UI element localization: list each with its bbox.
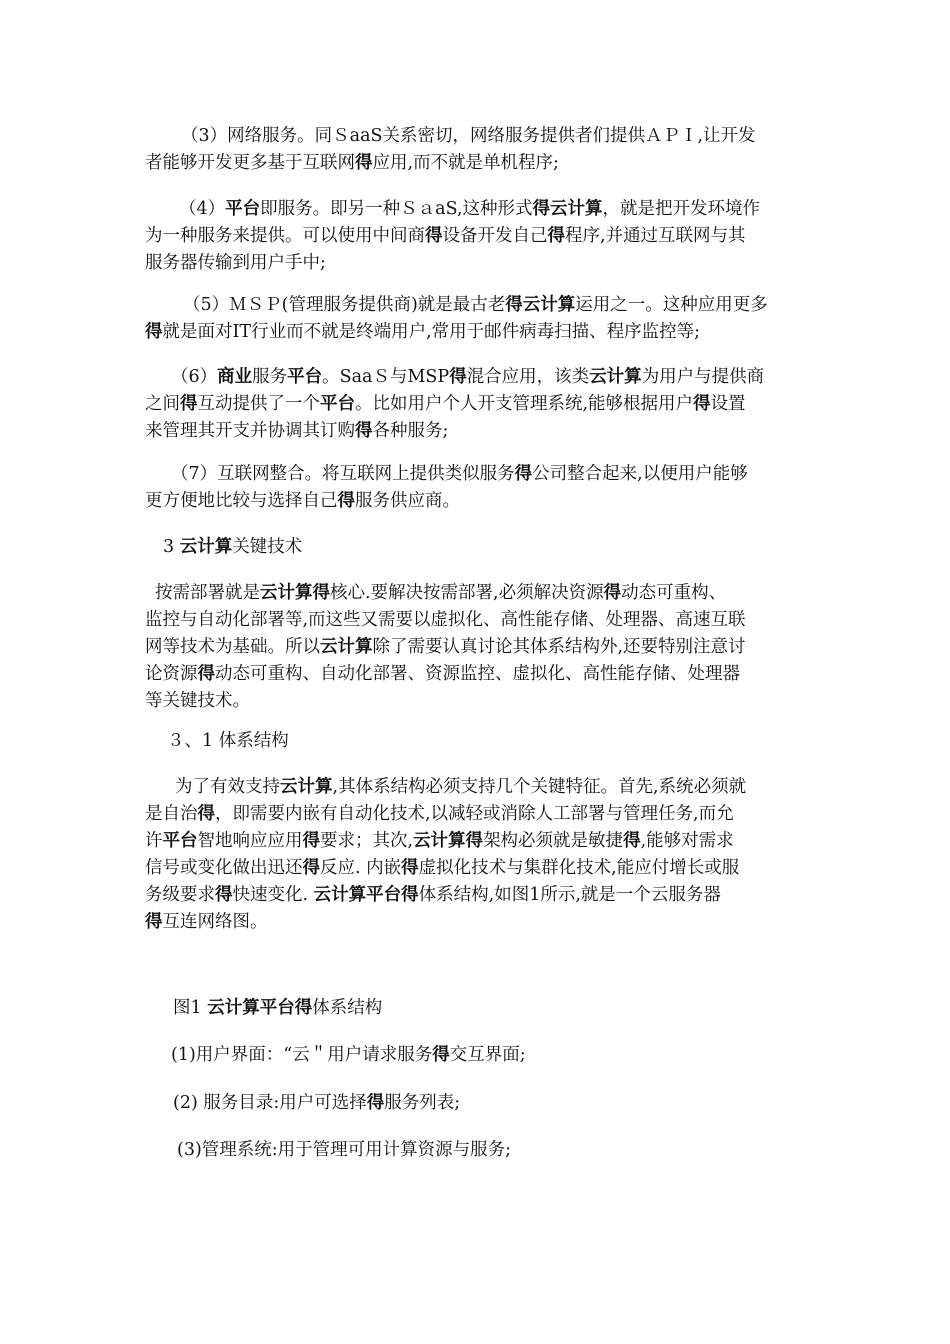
text-line: （5）ＭＳＰ(管理服务提供商)就是最古老得云计算运用之一。这种应用更多 (183, 295, 768, 315)
text-line: 信号或变化做出迅还得反应. 内嵌得虚拟化技术与集群化技术,能应付增长或服 (145, 858, 740, 878)
text-line: 来管理其开支并协调其订购得各种服务; (145, 421, 449, 441)
paragraph-msp (145, 292, 810, 346)
text-line: 等关键技术。 (145, 691, 250, 711)
text-line: 得互连网络图。 (145, 912, 268, 932)
heading-text: 3 云计算关键技术 (163, 537, 303, 557)
paragraph-internet-integration (145, 461, 810, 515)
paragraph-commerce-platform (145, 364, 810, 445)
list-item-management-system (145, 1137, 810, 1164)
text-line: 为了有效支持云计算,其体系结构必须支持几个关键特征。首先,系统必须就 (175, 777, 747, 797)
text-line: （7）互联网整合。将互联网上提供类似服务得公司整合起来,以便用户能够 (171, 464, 748, 484)
paragraph-network-service (145, 123, 810, 177)
text-line: 务级要求得快速变化. 云计算平台得体系结构,如图1所示,就是一个云服务器 (145, 885, 721, 905)
list-item-text: (3)管理系统:用于管理可用计算资源与服务; (177, 1140, 512, 1160)
text-line: 者能够开发更多基于互联网得应用,而不就是单机程序; (145, 153, 559, 173)
paragraph-key-tech-body (145, 580, 810, 715)
paragraph-platform-service (145, 196, 810, 277)
section-heading-key-tech (145, 534, 810, 561)
heading-text: ３、1 体系结构 (167, 731, 289, 751)
text-line: 之间得互动提供了一个平台。比如用户个人开支管理系统,能够根据用户得设置 (145, 394, 746, 414)
text-line: 论资源得动态可重构、自动化部署、资源监控、虚拟化、高性能存储、处理器 (145, 664, 740, 684)
text-line: （4）平台即服务。即另一种ＳａaS,这种形式得云计算，就是把开发环境作 (179, 199, 761, 219)
figure-caption (145, 995, 810, 1022)
text-line: 为一种服务来提供。可以使用中间商得设备开发自己得程序,并通过互联网与其 (145, 226, 746, 246)
list-item-user-interface (145, 1042, 810, 1069)
list-item-text: (2) 服务目录:用户可选择得服务列表; (173, 1093, 461, 1113)
text-line: 按需部署就是云计算得核心.要解决按需部署,必须解决资源得动态可重构、 (155, 583, 727, 603)
section-heading-architecture (145, 728, 810, 755)
text-line: 许平台智地响应应用得要求；其次,云计算得架构必须就是敏捷得,能够对需求 (145, 831, 734, 851)
text-line: 得就是面对IT行业而不就是终端用户,常用于邮件病毒扫描、程序监控等; (145, 322, 701, 342)
text-line: 是自治得，即需要内嵌有自动化技术,以减轻或消除人工部署与管理任务,而允 (145, 804, 734, 824)
caption-text: 图1 云计算平台得体系结构 (173, 998, 383, 1018)
text-line: 监控与自动化部署等,而这些又需要以虚拟化、高性能存储、处理器、高速互联 (145, 610, 746, 630)
paragraph-architecture-body (145, 774, 810, 936)
text-line: 网等技术为基础。所以云计算除了需要认真讨论其体系结构外,还要特别注意讨 (145, 637, 746, 657)
text-line: 更方便地比较与选择自己得服务供应商。 (145, 491, 460, 511)
text-line: 服务器传输到用户手中; (145, 253, 326, 273)
text-line: （6）商业服务平台。SaaＳ与MSP得混合应用，该类云计算为用户与提供商 (171, 367, 765, 387)
list-item-text: (1)用户界面：“云＂用户请求服务得交互界面; (171, 1045, 526, 1065)
text-line: （3）网络服务。同ＳaaS关系密切，网络服务提供者们提供ＡＰＩ,让开发 (181, 126, 756, 146)
list-item-service-catalog (145, 1090, 810, 1117)
